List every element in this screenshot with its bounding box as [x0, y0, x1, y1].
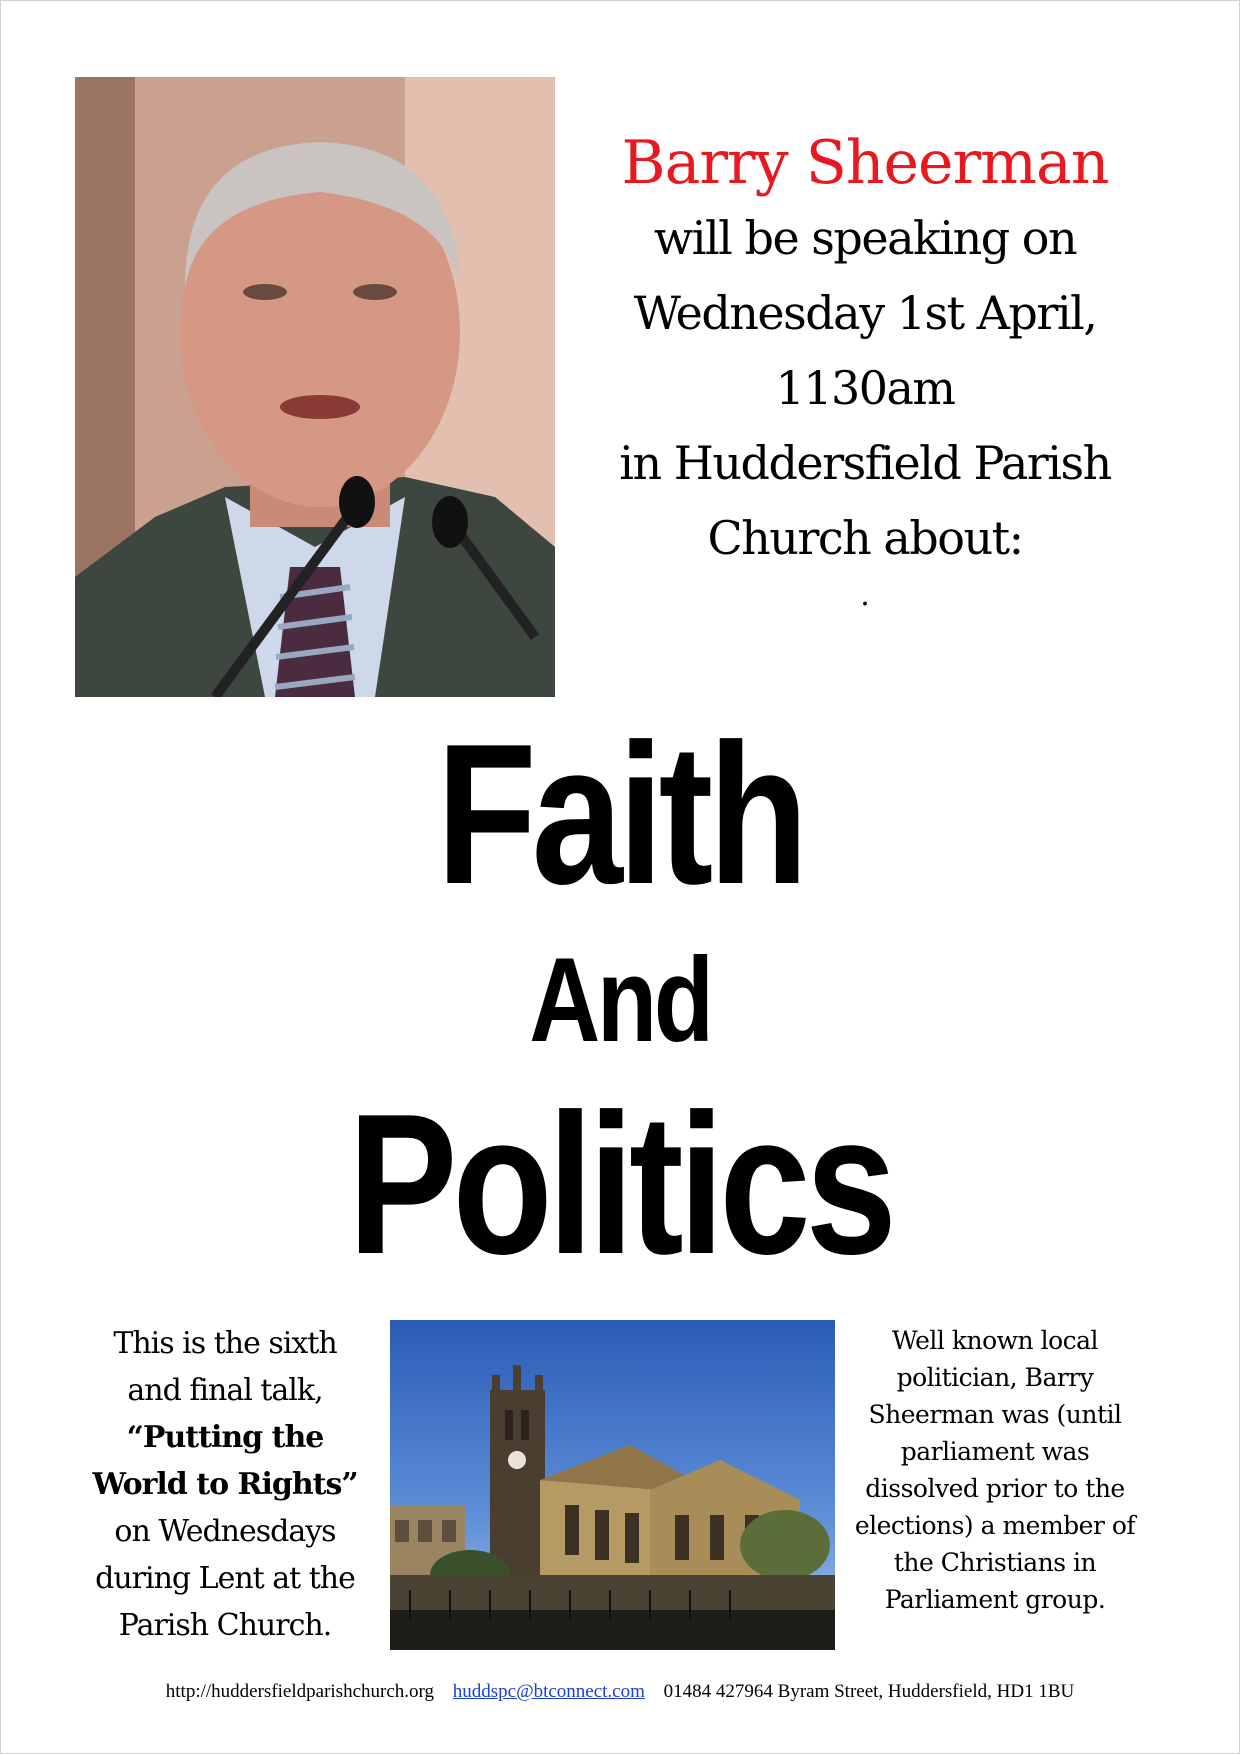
footer: [0, 1680, 1240, 1704]
email-link[interactable]: huddspc@btconnect.com: [452, 1681, 645, 1702]
series-note-line: and final talk,: [127, 1373, 323, 1408]
speaker-bio-line: Sheerman was (until: [868, 1400, 1122, 1429]
speaker-bio-line: elections) a member of: [854, 1511, 1136, 1540]
title-and: And: [529, 933, 711, 1067]
speaker-photo: [75, 77, 555, 697]
speaker-bio-line: Parliament group.: [884, 1585, 1106, 1614]
series-note-line: Parish Church.: [118, 1608, 332, 1643]
detail-line-date: Wednesday 1st April,: [633, 286, 1097, 340]
speaker-bio-line: dissolved prior to the: [865, 1474, 1125, 1503]
website-text: http://huddersfieldparishchurch.org: [165, 1681, 434, 1702]
series-note-line: during Lent at the: [95, 1561, 355, 1596]
title-politics: Politics: [348, 1073, 892, 1296]
title-faith: Faith: [436, 703, 804, 926]
detail-line-venue: in Huddersfield Parish: [619, 436, 1111, 490]
talk-title: [0, 705, 1240, 1295]
series-note-line: on Wednesdays: [114, 1514, 336, 1549]
series-title-line: World to Rights”: [92, 1467, 358, 1502]
series-title-line: “Putting the: [126, 1420, 324, 1455]
detail-dot: .: [860, 578, 870, 613]
detail-line-about: Church about:: [707, 511, 1023, 565]
event-details: [555, 125, 1175, 616]
speaker-bio-line: parliament was: [900, 1437, 1090, 1466]
speaker-bio-line: politician, Barry: [896, 1363, 1094, 1392]
speaker-bio-line: Well known local: [891, 1326, 1099, 1355]
speaker-bio-line: the Christians in: [893, 1548, 1097, 1577]
church-photo: [390, 1320, 835, 1650]
series-note: [70, 1320, 380, 1649]
series-note-line: This is the sixth: [113, 1326, 337, 1361]
address-text: 01484 427964 Byram Street, Huddersfield, HD1 1BU: [663, 1681, 1075, 1702]
detail-line: will be speaking on: [653, 211, 1077, 265]
detail-line-time: 1130am: [775, 361, 955, 415]
speaker-bio: [845, 1322, 1145, 1618]
speaker-name: Barry Sheerman: [621, 128, 1109, 198]
